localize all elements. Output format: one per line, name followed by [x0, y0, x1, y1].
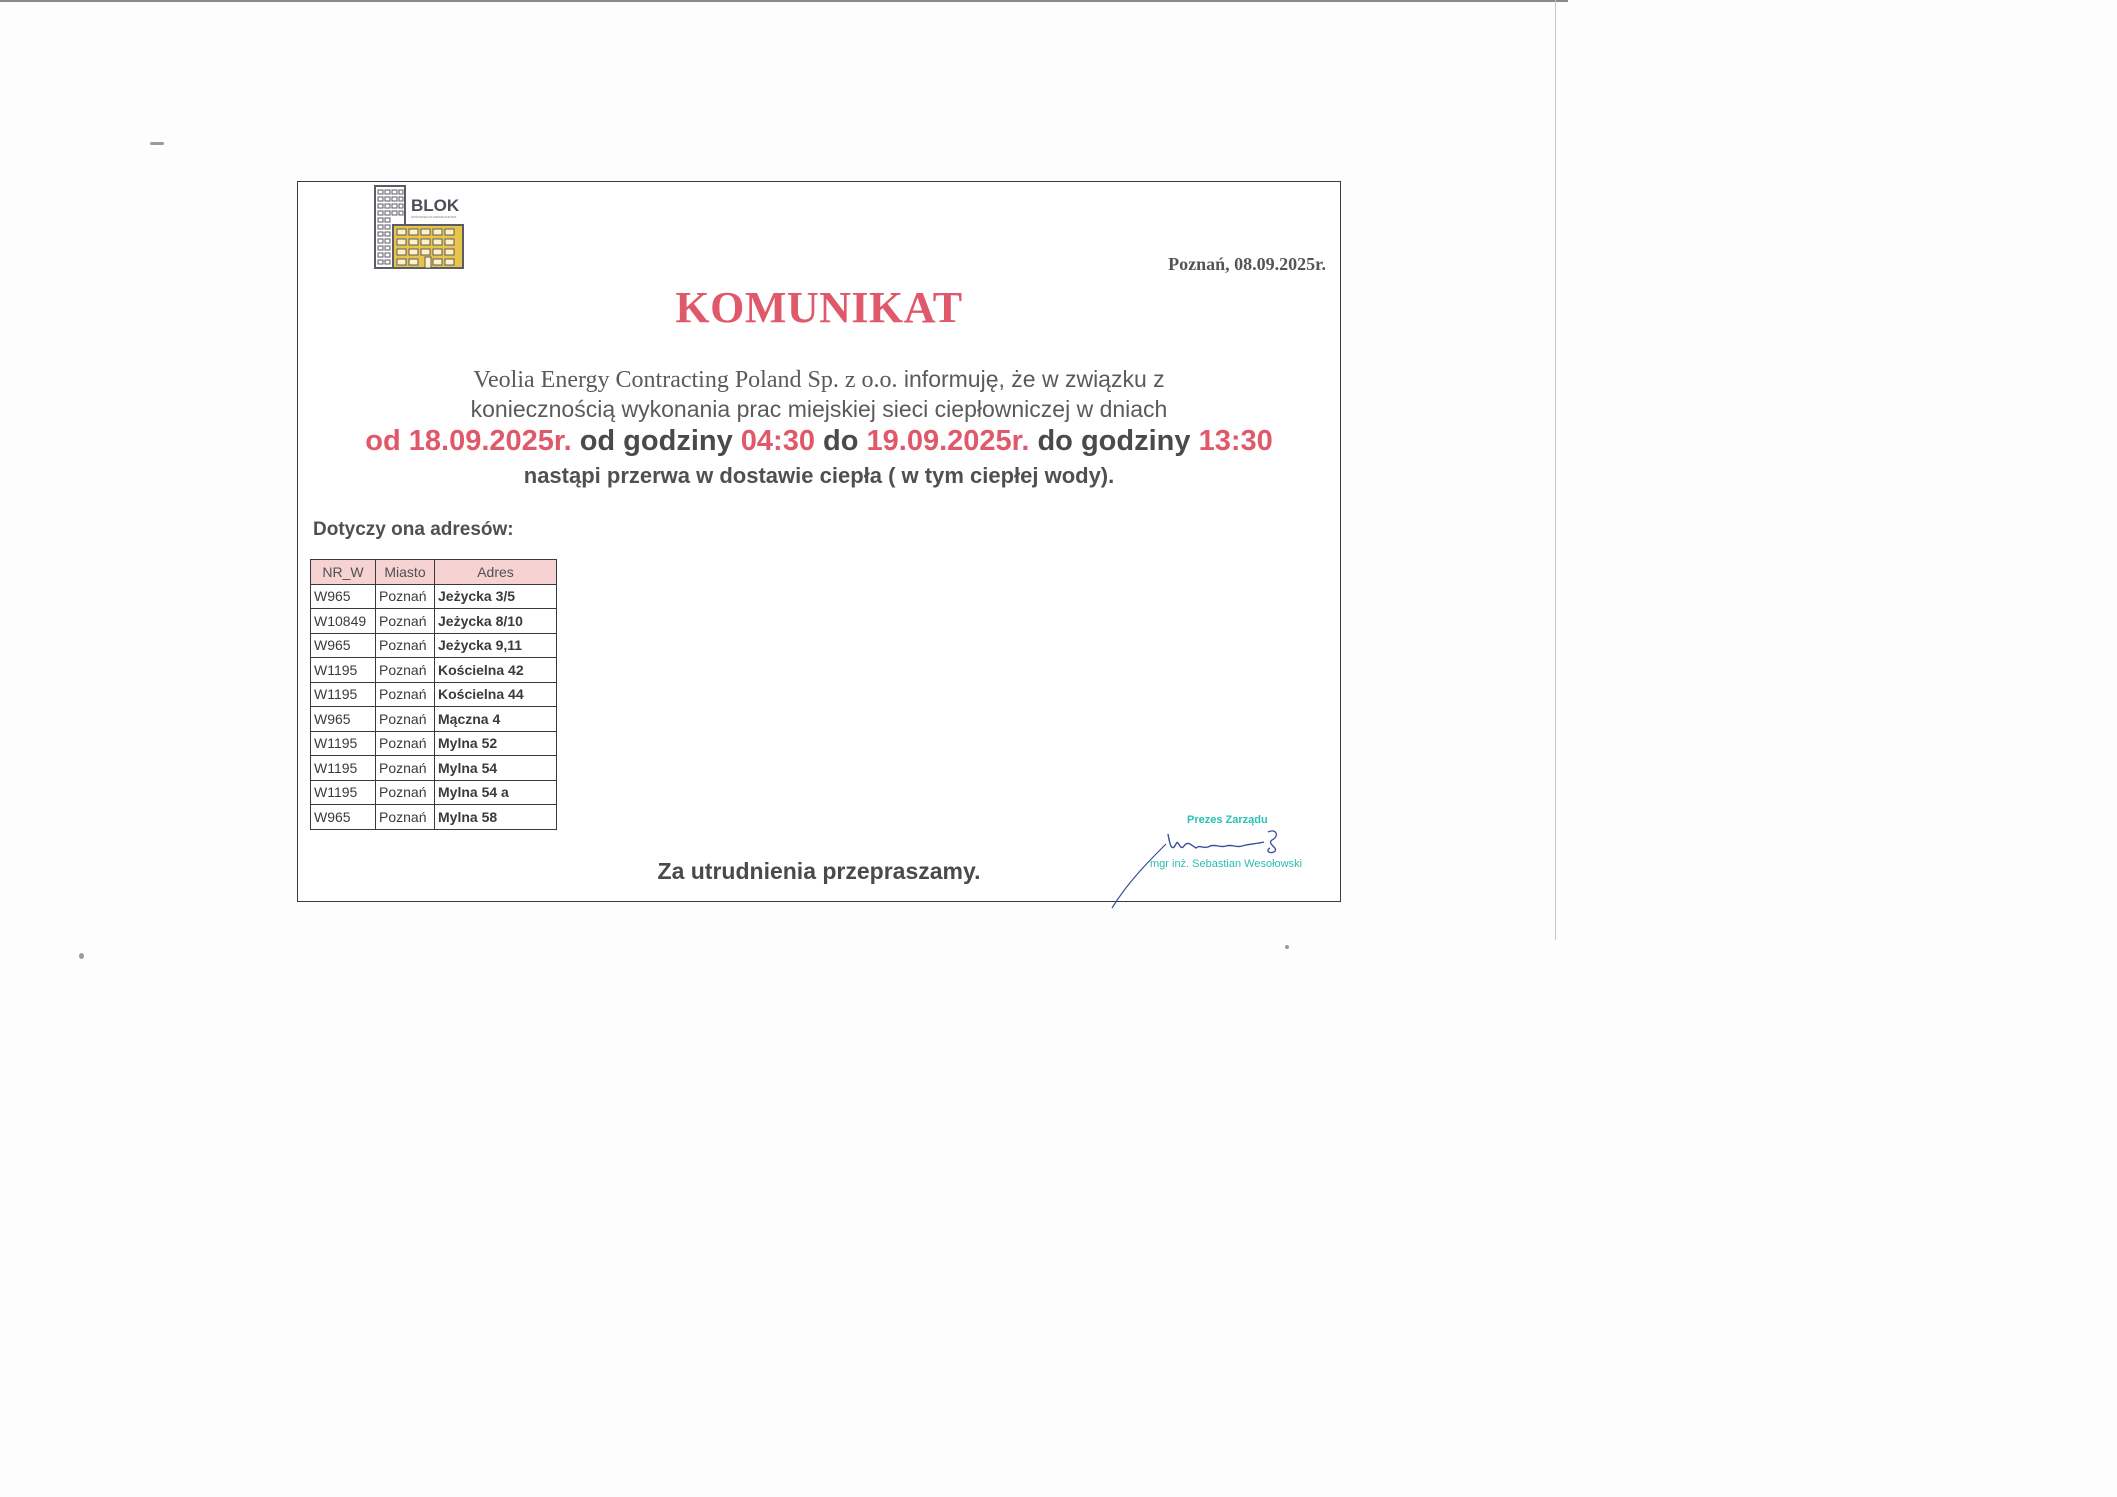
cell-adres: Mylna 58: [435, 805, 557, 830]
scan-speck: [79, 953, 84, 959]
signature-name: mgr inż. Sebastian Wesołowski: [1150, 858, 1303, 870]
table-row: [311, 805, 557, 830]
cell-nr-w: W965: [311, 707, 376, 732]
notice-title: KOMUNIKAT: [675, 283, 963, 332]
cell-miasto: Poznań: [376, 731, 435, 756]
header-adres: Adres: [435, 560, 557, 585]
table-row: [311, 658, 557, 683]
start-date: od 18.09.2025r.: [365, 425, 572, 457]
cell-adres: Kościelna 42: [435, 658, 557, 683]
table-row: [311, 756, 557, 781]
table-row: [311, 633, 557, 658]
document-date: Poznań, 08.09.2025r.: [1168, 254, 1326, 274]
table-row: [311, 707, 557, 732]
intro-line-2: koniecznością wykonania prac miejskiej sieci ciepłowniczej w dniach: [470, 396, 1168, 422]
intro-line-1-rest: informuję, że w związku z: [897, 366, 1165, 392]
cell-nr-w: W965: [311, 805, 376, 830]
table-row: [311, 584, 557, 609]
cell-miasto: Poznań: [376, 780, 435, 805]
cell-nr-w: W1195: [311, 658, 376, 683]
cell-adres: Mączna 4: [435, 707, 557, 732]
cell-adres: Mylna 52: [435, 731, 557, 756]
until-label: do: [814, 425, 867, 457]
logo-subtitle: SPÓŁDZIELNIA MIESZKANIOWA: [411, 215, 457, 219]
cell-nr-w: W1195: [311, 780, 376, 805]
table-row: [311, 780, 557, 805]
until-hour-label: do godziny: [1029, 425, 1199, 457]
end-date: 19.09.2025r.: [866, 425, 1030, 457]
cell-nr-w: W1195: [311, 731, 376, 756]
company-name: Veolia Energy Contracting Poland Sp. z o.o.: [473, 367, 898, 393]
cell-adres: Kościelna 44: [435, 682, 557, 707]
address-table: [310, 559, 557, 830]
cell-nr-w: W1195: [311, 682, 376, 707]
cell-miasto: Poznań: [376, 633, 435, 658]
table-row: [311, 731, 557, 756]
cell-adres: Jeżycka 8/10: [435, 609, 557, 634]
cell-miasto: Poznań: [376, 707, 435, 732]
cell-nr-w: W965: [311, 584, 376, 609]
logo-name: BLOK: [411, 196, 460, 215]
outage-period: [298, 425, 1340, 458]
header-nr-w: NR_W: [311, 560, 376, 585]
cell-adres: Jeżycka 3/5: [435, 584, 557, 609]
table-header-row: [311, 560, 557, 585]
outage-description: nastąpi przerwa w dostawie ciepła ( w tym ciepłej wody).: [523, 463, 1115, 488]
end-time: 13:30: [1198, 425, 1273, 457]
cell-miasto: Poznań: [376, 609, 435, 634]
scan-edge-right: [1555, 0, 1556, 940]
table-row: [311, 609, 557, 634]
cell-miasto: Poznań: [376, 805, 435, 830]
cell-nr-w: W965: [311, 633, 376, 658]
header-miasto: Miasto: [376, 560, 435, 585]
notice-sheet: [297, 181, 1341, 902]
addresses-heading: Dotyczy ona adresów:: [313, 519, 514, 540]
table-row: [311, 682, 557, 707]
intro-line-1: [298, 366, 1340, 394]
cell-adres: Mylna 54 a: [435, 780, 557, 805]
cell-miasto: Poznań: [376, 584, 435, 609]
cell-miasto: Poznań: [376, 682, 435, 707]
cell-miasto: Poznań: [376, 756, 435, 781]
scan-edge-top: [0, 0, 1568, 2]
cell-miasto: Poznań: [376, 658, 435, 683]
cell-nr-w: W1195: [311, 756, 376, 781]
from-hour-label: od godziny: [571, 425, 741, 457]
cell-adres: Mylna 54: [435, 756, 557, 781]
start-time: 04:30: [740, 425, 815, 457]
signature-title: Prezes Zarządu: [1187, 814, 1268, 826]
cell-nr-w: W10849: [311, 609, 376, 634]
apology-text: Za utrudnienia przepraszamy.: [657, 858, 981, 884]
scan-speck: [1285, 945, 1289, 949]
cell-adres: Jeżycka 9,11: [435, 633, 557, 658]
scan-speck: [150, 142, 164, 145]
